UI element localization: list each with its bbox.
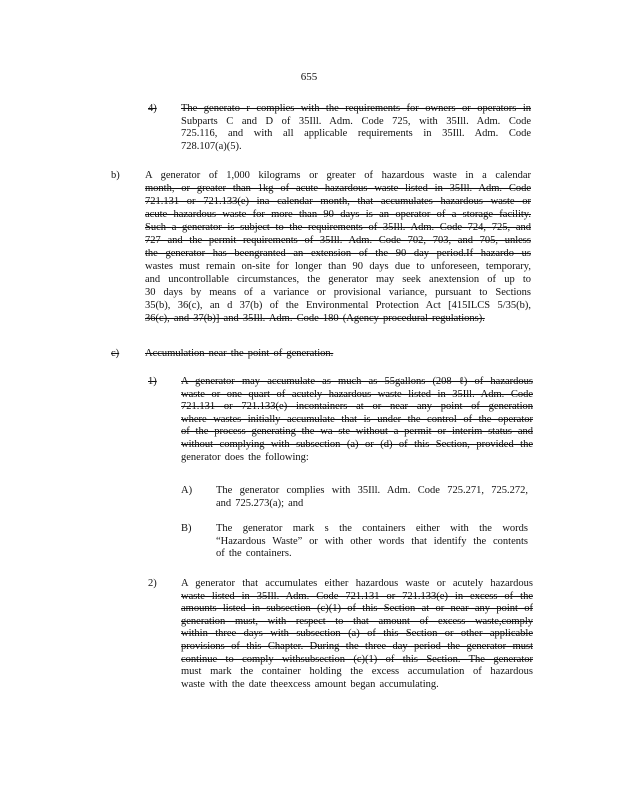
text-run: generator does the following: bbox=[181, 451, 309, 463]
c1-line bbox=[181, 376, 533, 388]
page-number: 655 bbox=[300, 71, 318, 83]
text-run: generation must, with respect to that amount of excess waste,comply bbox=[181, 615, 533, 627]
label-c1: 1) bbox=[148, 376, 157, 387]
c1A-line bbox=[216, 498, 303, 510]
label-c1-b: B) bbox=[181, 523, 192, 534]
text-run: continue to comply withsubsection (c)(1) of this Section. The generator bbox=[181, 653, 533, 665]
text-run: “Hazardous Waste” or with other words that identify the contents bbox=[216, 535, 528, 547]
text-run: 728.107(a)(5). bbox=[181, 140, 242, 152]
text-run: amounts listed in subsection (c)(1) of this Section at or near any point of bbox=[181, 603, 533, 615]
text-run: The generator mark s the containers either with the words bbox=[216, 523, 528, 534]
text-run: 30 days by means of a variance or provisional variance, pursuant to Sections bbox=[145, 287, 531, 298]
c1-line bbox=[181, 426, 533, 438]
text-run: Such a generator is subject to the requirements of 35Ill. Adm. Code 724, 725, and bbox=[145, 222, 531, 233]
text-run: the generator has beengranted an extension of the 90 day period.If hazardo us bbox=[145, 248, 531, 259]
c1-line bbox=[181, 389, 533, 401]
c1-line bbox=[181, 414, 533, 426]
label-c2: 2) bbox=[148, 578, 157, 589]
label-c1-a: A) bbox=[181, 485, 193, 496]
b-line bbox=[145, 300, 531, 312]
text-run: 721.131 or 721.133(e) incontainers at or near any point of generation bbox=[181, 401, 533, 413]
b-line bbox=[145, 287, 531, 299]
text-run: A generator that accumulates either hazardous waste or acutely hazardous bbox=[181, 578, 533, 589]
text-run: within three days with subsection (a) of this Section or other applicable bbox=[181, 628, 533, 640]
c1B-line bbox=[216, 548, 292, 560]
b-line bbox=[145, 235, 531, 247]
a4-line bbox=[181, 103, 531, 115]
text-run: 727 and the permit requirements of 35Ill. Adm. Code 702, 703, and 705, unless bbox=[145, 235, 531, 246]
text-run: The generato r complies with the requirements for owners or operators in bbox=[181, 103, 531, 114]
b-line bbox=[145, 261, 531, 273]
text-run: A generator may accumulate as much as 55gallons (208 ℓ) of hazardous bbox=[181, 376, 533, 387]
text-run: of the process generating the wa ste without a permit or interim status and bbox=[181, 426, 533, 438]
text-run: acute hazardous waste for more than 90 days is an operator of a storage facility. bbox=[145, 209, 531, 220]
text-run: waste with the date theexcess amount began accumulating. bbox=[181, 678, 439, 690]
a4-line bbox=[181, 128, 531, 140]
text-run: where wastes initially accumulate that is under the control of the operator bbox=[181, 413, 533, 425]
b-line bbox=[145, 196, 531, 208]
c2-line bbox=[181, 628, 533, 640]
text-run: 35(b), 36(c), an d 37(b) of the Environmental Protection Act [415ILCS 5/35(b), bbox=[145, 300, 531, 311]
c1A-line bbox=[216, 485, 528, 497]
c1B-line bbox=[216, 536, 528, 548]
text-run: waste or one quart of acutely hazardous waste listed in 35Ill. Adm. Code bbox=[181, 388, 533, 400]
c2-line bbox=[181, 603, 533, 615]
label-b: b) bbox=[111, 170, 120, 181]
b-line bbox=[145, 183, 531, 195]
c-line bbox=[145, 348, 333, 360]
text-run: wastes must remain on-site for longer than 90 days due to unforeseen, temporary, bbox=[145, 261, 531, 272]
c1-line bbox=[181, 439, 533, 451]
text-run: A generator of 1,000 kilograms or greater of hazardous waste in a calendar bbox=[145, 170, 531, 181]
c2-line bbox=[181, 591, 533, 603]
text-run: without complying with subsection (a) or (d) of this Section, provided the bbox=[181, 439, 533, 450]
text-run: must mark the container holding the excess accumulation of hazardous bbox=[181, 666, 533, 678]
b-line bbox=[145, 313, 485, 325]
b-line bbox=[145, 274, 531, 286]
c1-line bbox=[181, 401, 533, 413]
text-run: month, or greater than 1kg of acute hazardous waste listed in 35Ill. Adm. Code bbox=[145, 183, 531, 194]
text-run: Accumulation near the point of generation. bbox=[145, 348, 334, 359]
text-run: and uncontrollable circumstances, the generator may seek anextension of up to bbox=[145, 274, 531, 285]
text-run: 721.131 or 721.133(e) ina calendar month, that accumulates hazardous waste or bbox=[145, 196, 531, 207]
c2-line bbox=[181, 641, 533, 653]
c2-line bbox=[181, 666, 533, 678]
label-a4: 4) bbox=[148, 103, 157, 114]
b-line bbox=[145, 222, 531, 234]
b-line bbox=[145, 170, 531, 182]
text-run: and 725.273(a); and bbox=[216, 497, 304, 509]
c1-line bbox=[181, 452, 309, 464]
a4-line bbox=[181, 141, 242, 153]
label-c: c) bbox=[111, 348, 120, 359]
c2-line bbox=[181, 578, 533, 590]
b-line bbox=[145, 248, 531, 260]
a4-line bbox=[181, 116, 531, 128]
b-line bbox=[145, 209, 531, 221]
c1B-line bbox=[216, 523, 528, 535]
text-run: Subparts C and D of 35Ill. Adm. Code 725, with 35Ill. Adm. Code bbox=[181, 115, 531, 127]
text-run: of the containers. bbox=[216, 548, 292, 560]
c2-line bbox=[181, 679, 439, 691]
text-run: 725.116, and with all applicable requirements in 35Ill. Adm. Code bbox=[181, 128, 531, 140]
text-run: provisions of this Chapter. During the three day period the generator must bbox=[181, 641, 533, 652]
text-run: 36(c), and 37(b)] and 35Ill. Adm. Code 180 (Agency procedural regulations). bbox=[145, 313, 485, 324]
c2-line bbox=[181, 654, 533, 666]
c2-line bbox=[181, 616, 533, 628]
text-run: The generator complies with 35Ill. Adm. Code 725.271, 725.272, bbox=[216, 485, 528, 496]
text-run: waste listed in 35Ill. Adm. Code 721.131 or 721.133(e) in excess of the bbox=[181, 590, 533, 602]
